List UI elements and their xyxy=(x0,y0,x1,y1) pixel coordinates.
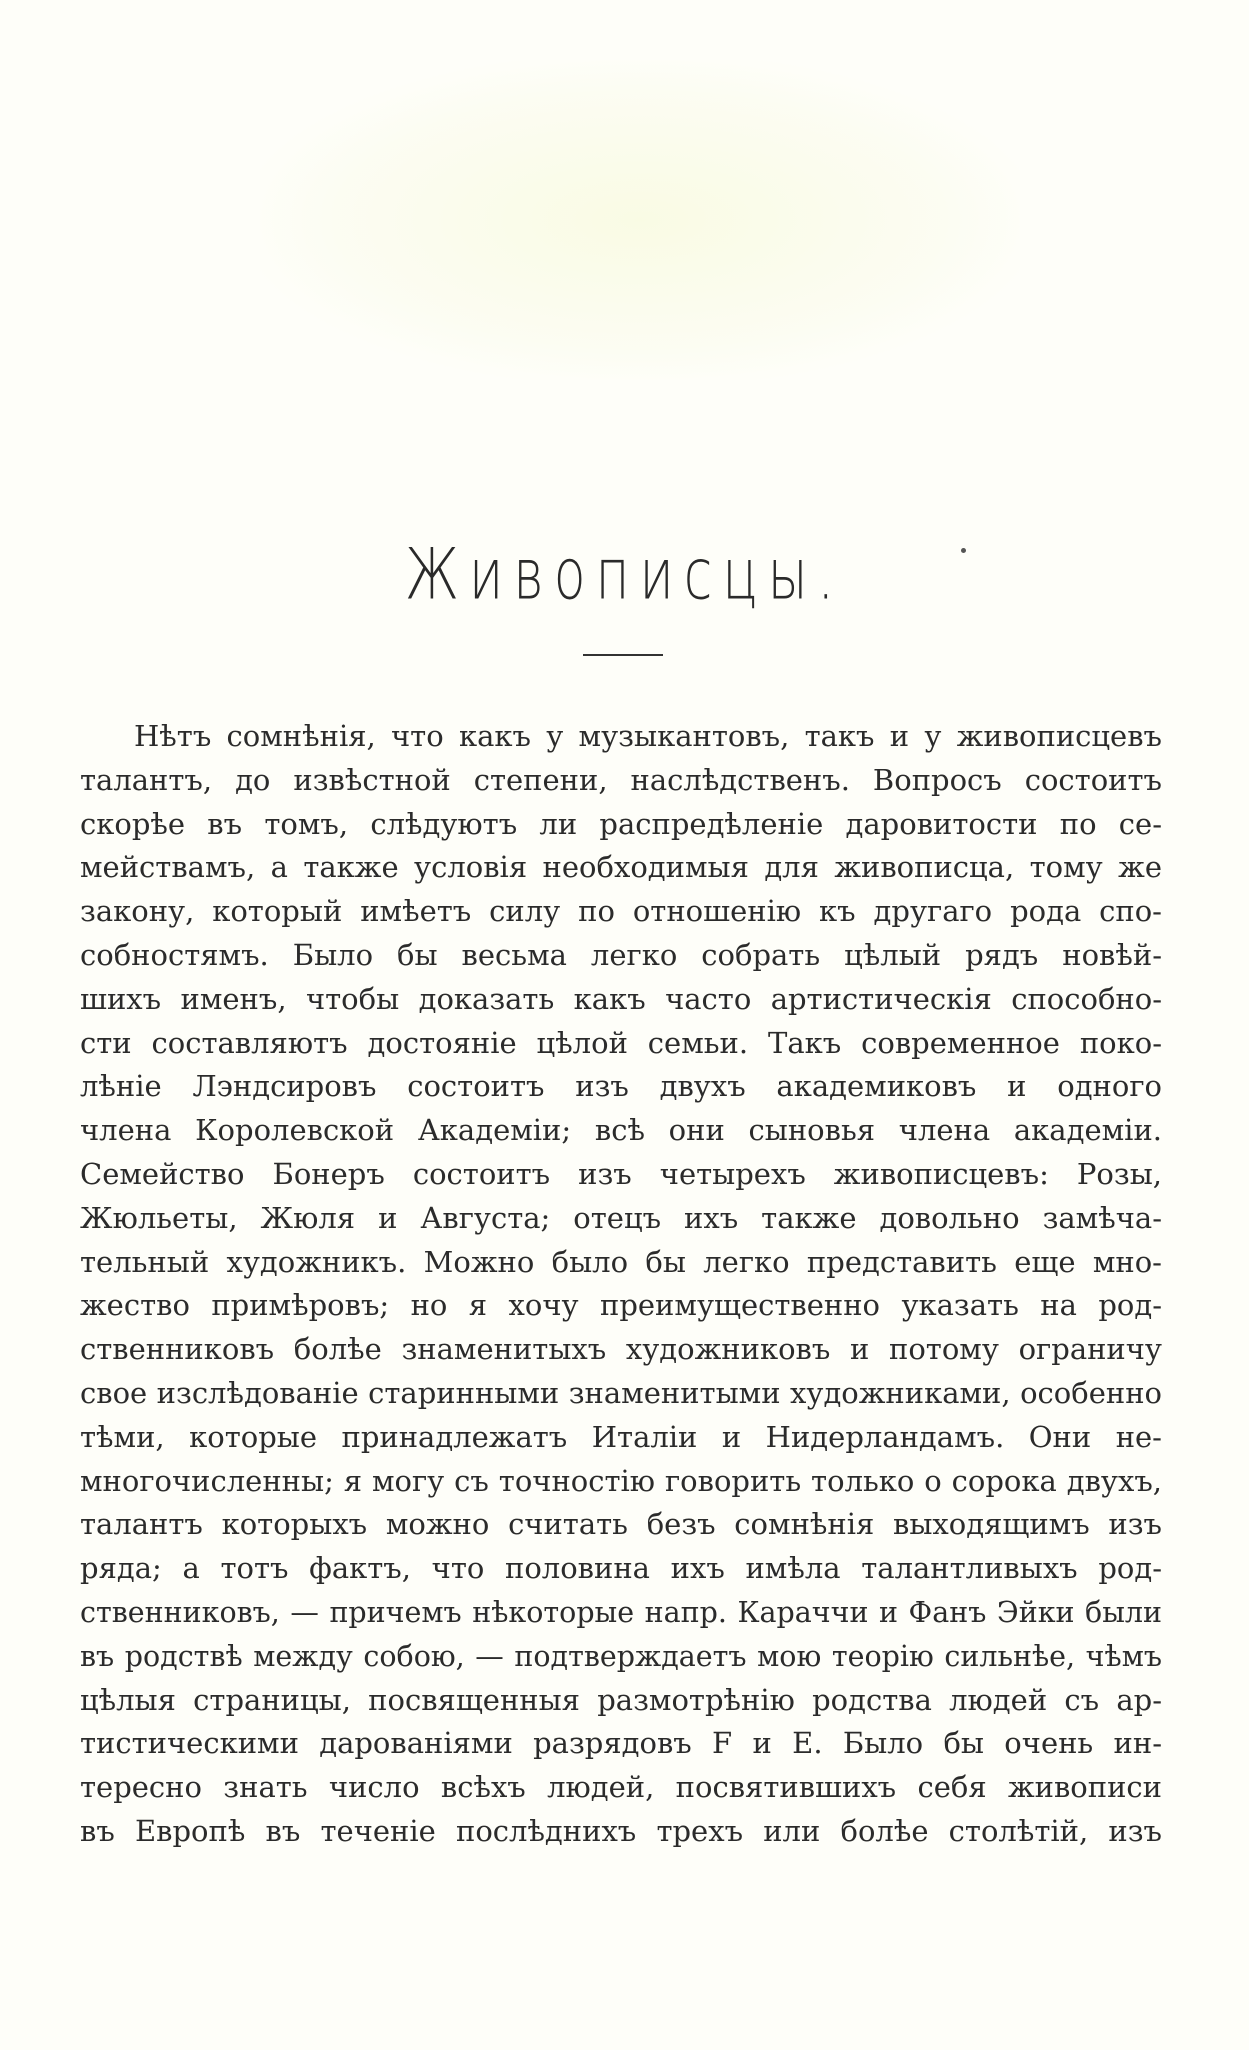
text-line: въ Европѣ въ теченіе послѣднихъ трехъ или болѣе столѣтій, изъ xyxy=(80,1813,1162,1848)
text-line: скорѣе въ томъ, слѣдуютъ ли распредѣленіе даровитости по се- xyxy=(80,806,1162,841)
text-line: члена Королевской Академіи; всѣ они сыновья члена академіи. xyxy=(80,1113,1162,1148)
text-line: тѣми, которые принадлежатъ Италіи и Нидерландамъ. Они не- xyxy=(80,1419,1162,1454)
text-line: собностямъ. Было бы весьма легко собрать цѣлый рядъ новѣй- xyxy=(80,937,1162,972)
text-line: сти составляютъ достояніе цѣлой семьи. Такъ современное поко- xyxy=(80,1025,1162,1060)
text-line: ственниковъ болѣе знаменитыхъ художниковъ и потому ограничу xyxy=(80,1332,1162,1367)
text-line: тистическими дарованіями разрядовъ F и E. Было бы очень ин- xyxy=(80,1726,1162,1761)
text-line: тересно знать число всѣхъ людей, посвятившихъ себя живописи xyxy=(80,1770,1162,1805)
text-line: цѣлыя страницы, посвященныя размотрѣнію родства людей съ ар- xyxy=(80,1682,1162,1717)
paper-stain xyxy=(260,60,1020,380)
text-line: Жюльеты, Жюля и Августа; отецъ ихъ также довольно замѣча- xyxy=(80,1200,1162,1235)
text-line: жество примѣровъ; но я хочу преимущественно указать на род- xyxy=(80,1288,1162,1323)
text-line: въ родствѣ между собою, — подтверждаетъ мою теорію сильнѣе, чѣмъ xyxy=(80,1639,1162,1673)
text-line: многочисленны; я могу съ точностію говорить только о сорока двухъ, xyxy=(80,1463,1162,1498)
title-divider xyxy=(583,654,663,656)
text-line: лѣніе Лэндсировъ состоитъ изъ двухъ академиковъ и одного xyxy=(80,1069,1162,1104)
text-line: мействамъ, а также условія необходимыя для живописца, тому же xyxy=(80,850,1162,885)
text-line: Семейство Бонеръ состоитъ изъ четырехъ живописцевъ: Розы, xyxy=(80,1156,1162,1191)
text-line: свое изслѣдованіе старинными знаменитыми художниками, особенно xyxy=(80,1375,1162,1410)
chapter-paragraph xyxy=(80,715,1162,1854)
text-line: талантъ, до извѣстной степени, наслѣдственъ. Вопросъ состоитъ xyxy=(80,762,1162,797)
text-line: закону, который имѣетъ силу по отношенію къ другаго рода спо- xyxy=(80,894,1162,929)
text-line: талантъ которыхъ можно считать безъ сомнѣнія выходящимъ изъ xyxy=(80,1507,1162,1542)
chapter-title: Живописцы. xyxy=(404,535,845,616)
text-line: шихъ именъ, чтобы доказать какъ часто артистическія способно- xyxy=(80,981,1162,1016)
text-line: тельный художникъ. Можно было бы легко представить еще мно- xyxy=(80,1244,1162,1279)
text-line: ряда; а тотъ фактъ, что половина ихъ имѣла талантливыхъ род- xyxy=(80,1551,1162,1586)
text-line: Нѣтъ сомнѣнія, что какъ у музыкантовъ, такъ и у живописцевъ xyxy=(134,719,1162,753)
text-line: ственниковъ, — причемъ нѣкоторые напр. Караччи и Фанъ Эйки были xyxy=(80,1595,1162,1629)
